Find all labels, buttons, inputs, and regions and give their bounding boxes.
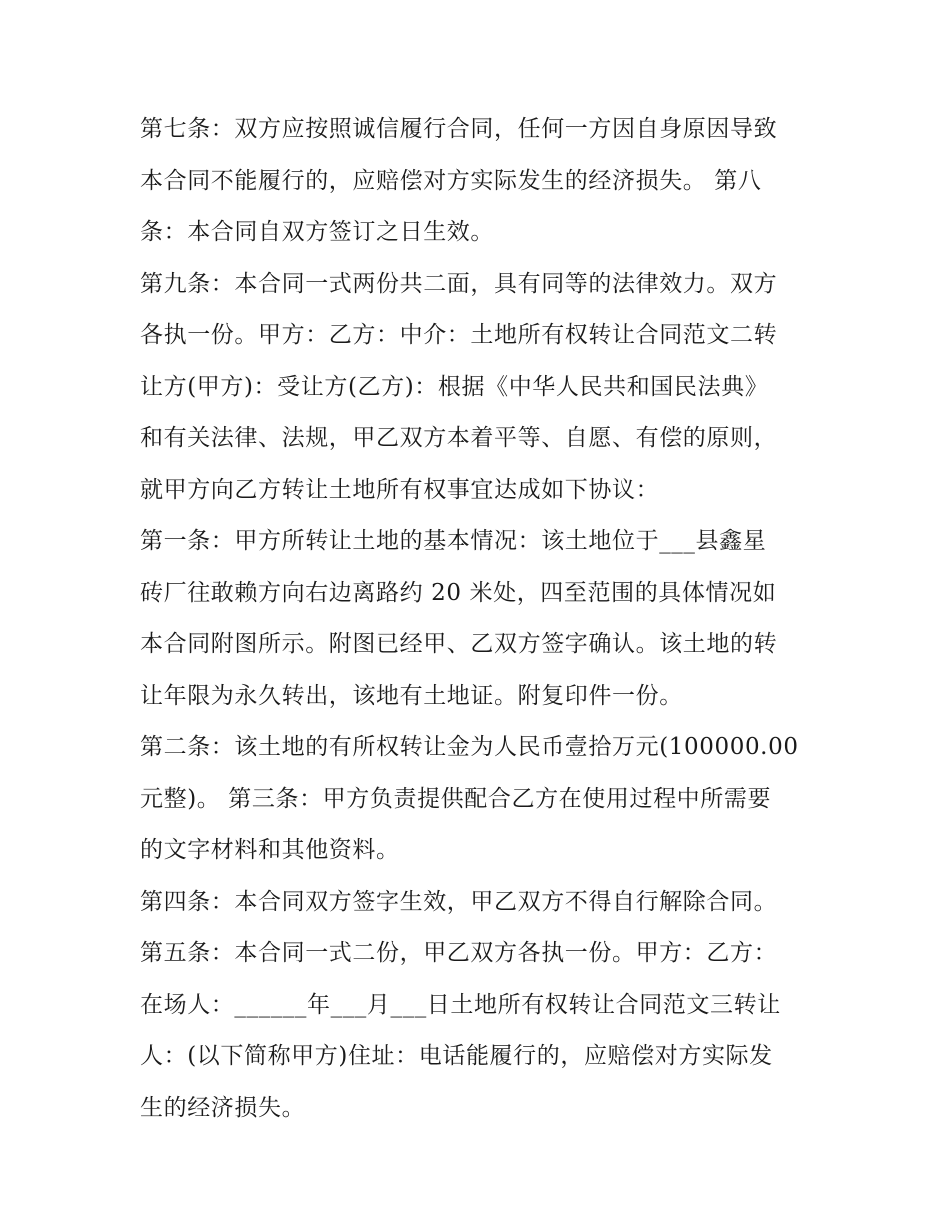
paragraph-article-5 [140,928,820,1134]
text-line: 第二条：该土地的有所权转让金为人民币壹拾万元(100000.00 [140,734,799,760]
text-line: 各执一份。甲方：乙方：中介：土地所有权转让合同范文二转 [140,322,778,348]
text-line: 让年限为永久转出，该地有土地证。附复印件一份。 [140,682,683,709]
paragraph-article-2 [140,722,820,877]
text-line: 第四条：本合同双方签字生效，甲乙双方不得自行解除合同。 [140,888,778,915]
text-line: 条：本合同自双方签订之日生效。 [140,219,494,245]
text-line: 第五条：本合同一式二份，甲乙双方各执一份。甲方：乙方： [140,940,778,966]
text-line: 元整)。 第三条：甲方负责提供配合乙方在使用过程中所需要 [140,785,772,812]
text-line: 在场人：______年___月___日土地所有权转让合同范文三转让 [140,991,781,1018]
paragraph-article-9 [140,259,820,517]
text-line: 第九条：本合同一式两份共二面，具有同等的法律效力。双方 [140,270,778,297]
text-line: 第一条：甲方所转让土地的基本情况：该土地位于___县鑫星 [140,528,767,554]
text-line: 第七条：双方应按照诚信履行合同，任何一方因自身原因导致 [140,116,778,142]
text-line: 就甲方向乙方转让土地所有权事宜达成如下协议： [140,476,660,503]
paragraph-article-7 [140,104,820,259]
paragraph-article-1 [140,516,820,722]
text-line: 让方(甲方)：受让方(乙方)：根据《中华人民共和国民法典》 [140,373,769,400]
text-line: 本合同不能履行的，应赔偿对方实际发生的经济损失。 第八 [140,167,762,194]
text-line: 人：(以下简称甲方)住址：电话能履行的，应赔偿对方实际发 [140,1043,773,1069]
paragraph-article-4 [140,877,820,929]
text-line: 砖厂往敢赖方向右边离路约 20 米处，四至范围的具体情况如 [140,579,777,606]
text-line: 的文字材料和其他资料。 [140,837,400,863]
text-line: 和有关法律、法规，甲乙双方本着平等、自愿、有偿的原则， [140,425,778,451]
text-line: 生的经济损失。 [140,1094,306,1121]
text-line: 本合同附图所示。附图已经甲、乙双方签字确认。该土地的转 [140,631,778,657]
document-body [140,104,820,1134]
